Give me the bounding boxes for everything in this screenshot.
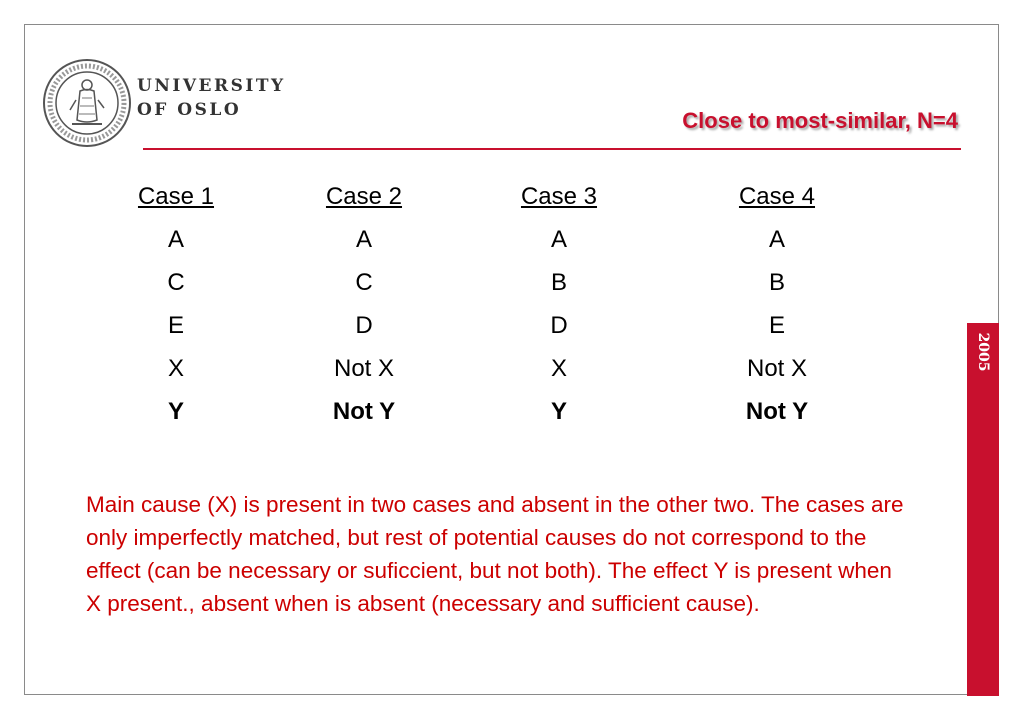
- case-cell: A: [355, 226, 372, 253]
- case-cell: A: [550, 226, 567, 253]
- case-cell: D: [355, 312, 373, 339]
- explanation-text: Main cause (X) is present in two cases and absent in the other two. The cases are only imperfectly matched, but rest of potential causes do not correspond to the effect (can be necessary or suficcient, but not both). The effect Y is present when X present., absent when is absent (necessary and sufficient cause).: [86, 492, 904, 616]
- university-seal-icon: [42, 58, 132, 148]
- case-header: Case 3: [520, 183, 598, 210]
- case-cell: D: [550, 312, 568, 339]
- case-header: Case 1: [137, 183, 215, 210]
- case-effect: Y: [550, 398, 567, 425]
- case-cell: E: [167, 312, 184, 339]
- university-name: [137, 74, 286, 122]
- case-column-3: [489, 182, 629, 440]
- case-effect: Not Y: [332, 398, 396, 425]
- case-cell: B: [768, 269, 785, 296]
- university-name-line2: OF OSLO: [137, 100, 242, 120]
- case-column-1: [106, 182, 246, 440]
- case-effect: Y: [167, 398, 184, 425]
- case-cell: E: [768, 312, 785, 339]
- slide-title: Close to most-similar, N=4: [682, 108, 958, 133]
- case-cell: X: [167, 355, 184, 382]
- case-effect: Not Y: [745, 398, 809, 425]
- year-text: 2005: [975, 332, 991, 372]
- case-cell: A: [167, 226, 184, 253]
- case-column-4: [707, 182, 847, 440]
- title-divider: [143, 148, 961, 150]
- case-header: Case 2: [325, 183, 403, 210]
- case-header: Case 4: [738, 183, 816, 210]
- case-cell: C: [167, 269, 185, 296]
- case-cell: C: [355, 269, 373, 296]
- case-cell: Not X: [333, 355, 395, 382]
- side-year-label: [967, 330, 999, 390]
- case-column-2: [294, 182, 434, 440]
- university-name-line1: UNIVERSITY: [137, 76, 286, 96]
- case-cell: B: [550, 269, 567, 296]
- case-cell: A: [768, 226, 785, 253]
- case-cell: Not X: [746, 355, 808, 382]
- case-cell: X: [550, 355, 567, 382]
